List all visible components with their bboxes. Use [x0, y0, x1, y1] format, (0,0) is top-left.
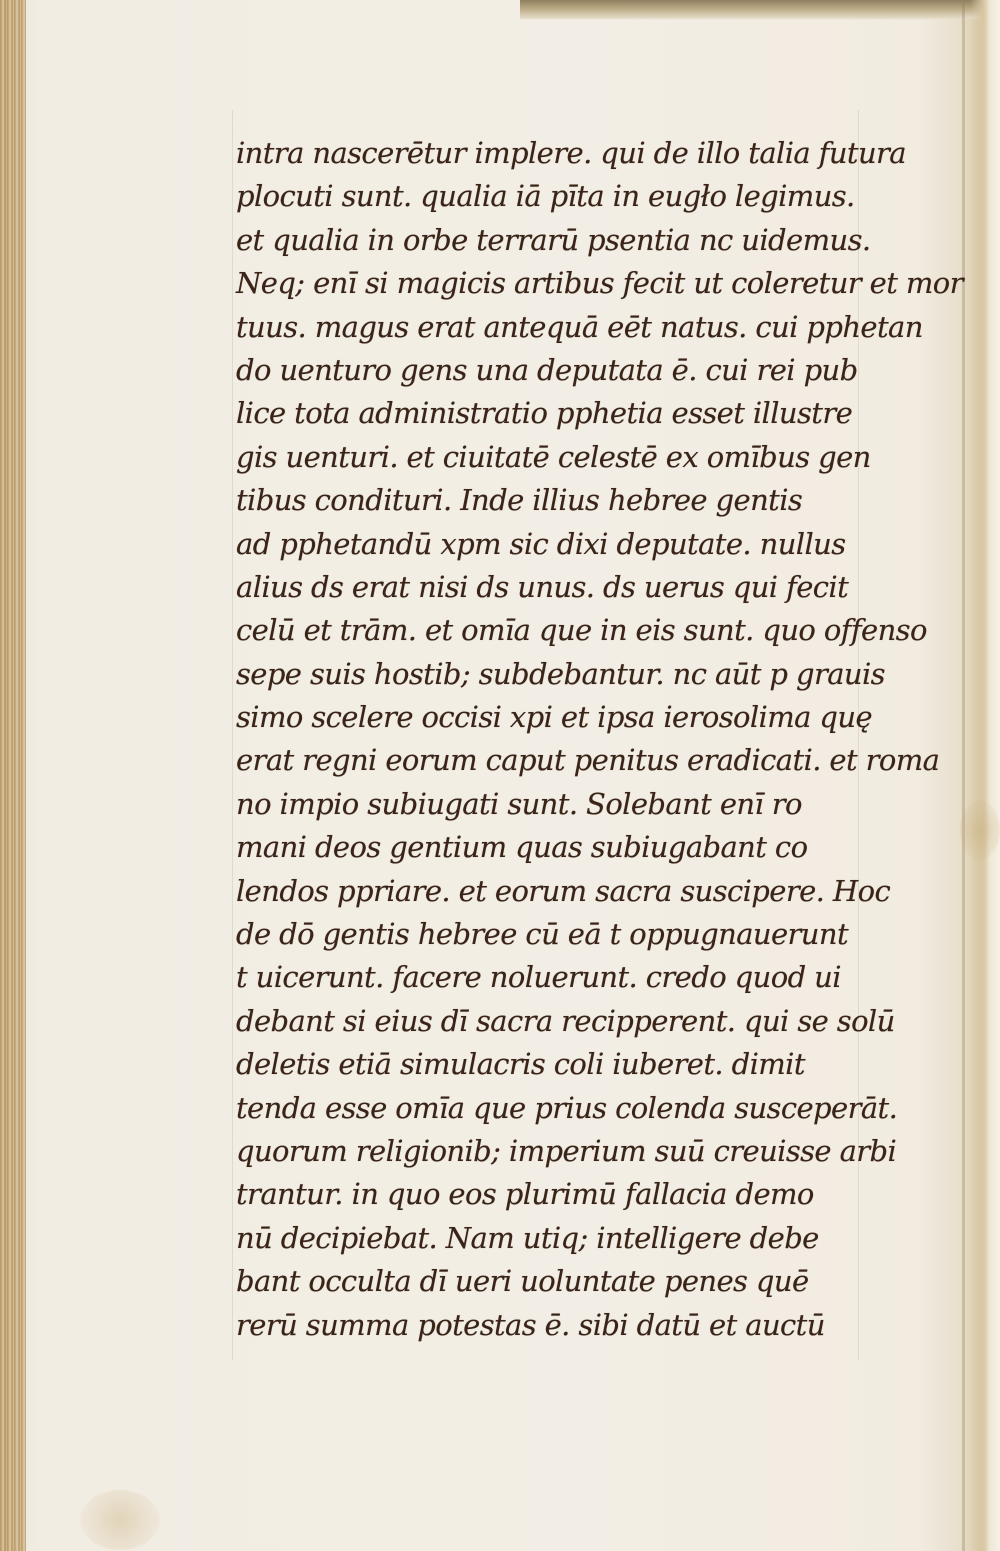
text-line: lice tota administratio pphetia esset illustre — [236, 396, 853, 431]
text-line: lendos ppriare. et eorum sacra suscipere. Hoc — [236, 873, 891, 908]
text-line: bant occulta dī ueri uoluntate penes quē — [236, 1264, 809, 1299]
page-top-edge — [520, 0, 1000, 20]
page-right-edge — [970, 0, 1000, 1551]
text-line: t uicerunt. facere noluerunt. credo quod ui — [236, 960, 841, 995]
text-line: rerū summa potestas ē. sibi datū et auctū — [236, 1307, 825, 1342]
text-line: de dō gentis hebree cū eā t oppugnauerunt — [236, 917, 849, 952]
text-line: trantur. in quo eos plurimū fallacia demo — [236, 1177, 814, 1212]
parchment-stain — [80, 1490, 160, 1550]
text-line: plocuti sunt. qualia iā pīta in eugło legimus. — [236, 179, 855, 214]
page-left-edge — [0, 0, 26, 1551]
text-line: do uenturo gens una deputata ē. cui rei pub — [236, 352, 858, 387]
text-line: deletis etiā simulacris coli iuberet. dimit — [236, 1047, 805, 1082]
left-margin-ruling — [232, 110, 233, 1360]
parchment-stain — [960, 800, 1000, 860]
text-line: debant si eius dī sacra recipperent. qui se solū — [236, 1003, 895, 1038]
text-line: erat regni eorum caput penitus eradicati. et roma — [236, 743, 940, 778]
text-line: gis uenturi. et ciuitatē celestē ex omībus gen — [236, 439, 871, 474]
text-line: Neq; enī si magicis artibus fecit ut coleretur et mor — [236, 266, 963, 301]
text-line: ad pphetandū xpm sic dixi deputate. nullus — [236, 526, 846, 561]
text-line: tenda esse omīa que prius colenda susceperāt. — [236, 1090, 898, 1125]
page-fold-line — [962, 0, 965, 1551]
text-line: nū decipiebat. Nam utiq; intelligere debe — [236, 1220, 819, 1255]
text-line: no impio subiugati sunt. Solebant enī ro — [236, 786, 802, 821]
text-line: intra nascerētur implere. qui de illo talia futura — [236, 136, 906, 170]
text-line: mani deos gentium quas subiugabant co — [236, 830, 808, 865]
manuscript-text-block — [236, 132, 963, 1347]
text-line: simo scelere occisi xpi et ipsa ierosolima quę — [236, 700, 873, 735]
text-line: tuus. magus erat antequā eēt natus. cui pphetan — [236, 309, 923, 344]
text-line: et qualia in orbe terrarū psentia nc uidemus. — [236, 222, 871, 257]
text-line: tibus condituri. Inde illius hebree gentis — [236, 483, 803, 518]
text-line: sepe suis hostib; subdebantur. nc aūt p grauis — [236, 656, 885, 691]
text-line: alius ds erat nisi ds unus. ds uerus qui fecit — [236, 569, 849, 604]
text-line: quorum religionib; imperium suū creuisse arbi — [236, 1133, 897, 1168]
text-line: celū et trām. et omīa que in eis sunt. quo offenso — [236, 613, 927, 648]
